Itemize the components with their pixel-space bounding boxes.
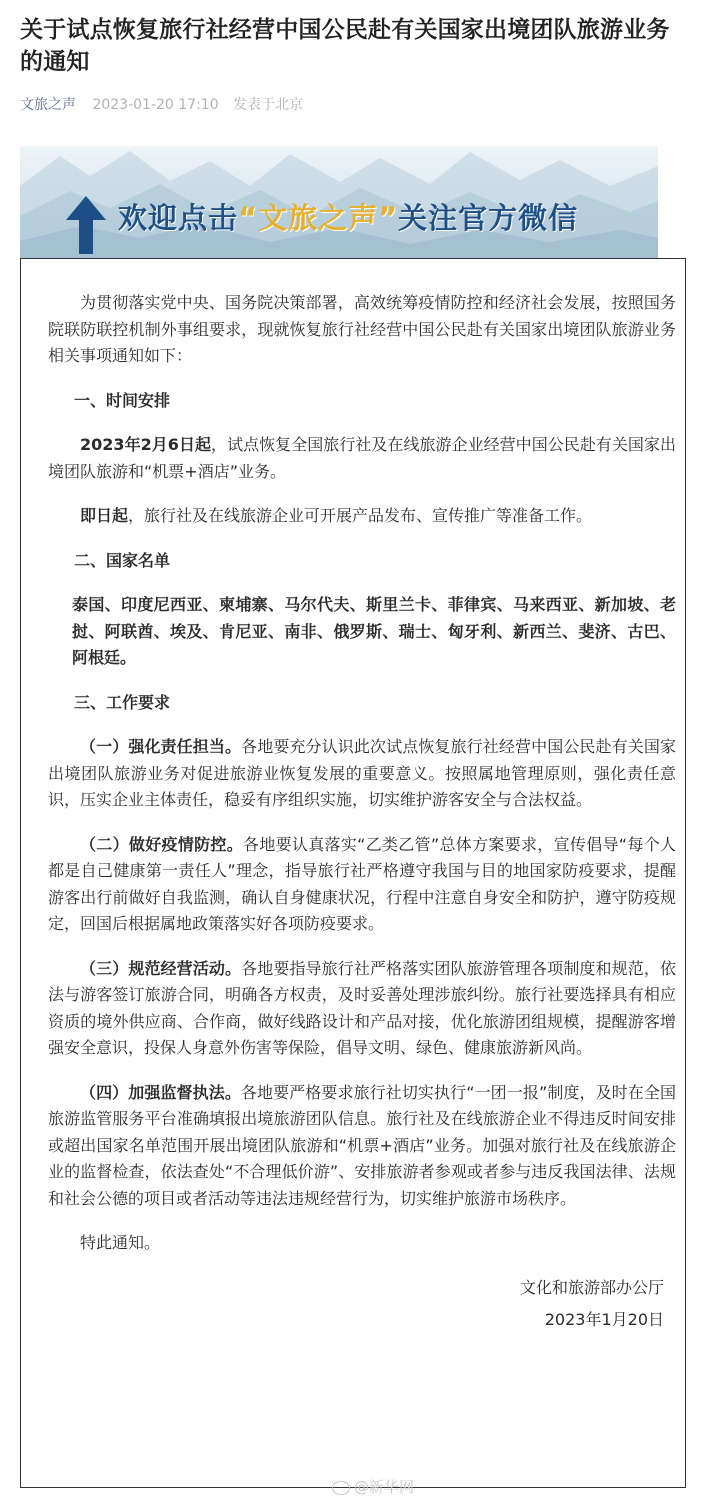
article-title: 关于试点恢复旅行社经营中国公民赴有关国家出境团队旅游业务的通知	[20, 17, 670, 75]
requirement-4	[48, 1080, 676, 1213]
slogan-suffix: 关注官方微信	[398, 201, 579, 235]
slogan-prefix: 欢迎点击	[118, 201, 239, 235]
requirement-3-text: 各地要指导旅行社严格落实团队旅游管理各项制度和规范，依法与游客签订旅游合同，明确各方权责，及时妥善处理涉旅纠纷。旅行社要选择具有相应资质的境外供应商、合作商，做好线路设计和产品对接，优化旅游团组规模，提醒游客增强安全意识，投保人身意外伤害等保险，倡导文明、绿色、健康旅游新风尚。	[48, 958, 676, 1057]
requirement-1-title: （一）强化责任担当。	[80, 737, 242, 756]
requirement-2-text: 各地要认真落实“乙类乙管”总体方案要求，宣传倡导“每个人都是自己健康第一责任人”理念，指导旅行社严格遵守我国与目的地国家防疫要求，提醒游客出行前做好自我监测，确认自身健康状况，行程中注意自身安全和防护，遵守防疫规定，回国后根据属地政策落实好各项防疫要求。	[48, 834, 676, 933]
requirement-1	[48, 734, 676, 814]
up-arrow-icon	[66, 196, 106, 254]
time-paragraph-2	[48, 503, 676, 530]
time-paragraph-2-text: ，旅行社及在线旅游企业可开展产品发布、宣传推广等准备工作。	[128, 506, 593, 525]
requirement-3-title: （三）规范经营活动。	[80, 958, 242, 978]
slogan-highlight: “文旅之声”	[238, 201, 399, 235]
closing-paragraph: 特此通知。	[80, 1233, 161, 1252]
publish-location: 发表于北京	[233, 97, 304, 113]
intro-paragraph: 为贯彻落实党中央、国务院决策部署，高效统筹疫情防控和经济社会发展，按照国务院联防联控机制外事组要求，现就恢复旅行社经营中国公民赴有关国家出境团队旅游业务相关事项通知如下：	[48, 293, 676, 365]
image-watermark	[332, 1476, 414, 1497]
section-time-heading: 一、时间安排	[74, 390, 171, 410]
requirement-4-text: 各地要严格要求旅行社切实执行“一团一报”制度，及时在全国旅游监管服务平台准确填报出境旅游团队信息。旅行社及在线旅游企业不得违反时间安排或超出国家名单范围开展出境团队旅游和“机票+酒店”业务。加强对旅行社及在线旅游企业的监督检查，依法查处“不合理低价游”、安排旅游者参观或者参与违反我国法律、法规和社会公德的项目或者活动等违法违规经营行为，切实维护旅游市场秩序。	[48, 1082, 676, 1208]
section-countries-heading: 二、国家名单	[74, 550, 171, 570]
requirement-1-text: 各地要充分认识此次试点恢复旅行社经营中国公民赴有关国家出境团队旅游业务对促进旅游业恢复发展的重要意义。按照属地管理原则，强化责任意识，压实企业主体责任，稳妥有序组织实施，切实维护游客安全与合法权益。	[48, 737, 676, 809]
requirement-4-title: （四）加强监督执法。	[80, 1082, 241, 1102]
author-link[interactable]: 文旅之声	[20, 97, 76, 113]
signature: 文化和旅游部办公厅	[519, 1277, 664, 1297]
weibo-icon	[332, 1481, 350, 1495]
section-requirements-heading: 三、工作要求	[74, 692, 171, 712]
banner-slogan	[118, 196, 578, 237]
requirement-2	[48, 832, 676, 938]
article-meta	[20, 94, 303, 114]
publish-time: 2023-01-20 17:10	[92, 97, 219, 113]
requirement-2-title: （二）做好疫情防控。	[80, 834, 244, 854]
immediate-emphasis: 即日起	[80, 506, 129, 525]
follow-banner[interactable]	[20, 146, 658, 258]
time-paragraph-1-text: ，试点恢复全国旅行社及在线旅游企业经营中国公民赴有关国家出境团队旅游和“机票+酒店”业务。	[48, 435, 676, 481]
time-paragraph-1	[48, 432, 676, 485]
watermark-text: @新华网	[354, 1478, 415, 1496]
date-emphasis: 2023年2月6日起	[80, 435, 212, 454]
country-list: 泰国、印度尼西亚、柬埔寨、马尔代夫、斯里兰卡、菲律宾、马来西亚、新加坡、老挝、阿联酋、埃及、肯尼亚、南非、俄罗斯、瑞士、匈牙利、新西兰、斐济、古巴、阿根廷。	[72, 595, 676, 667]
notice-body	[48, 290, 676, 1340]
signature-date: 2023年1月20日	[544, 1310, 664, 1329]
requirement-3	[48, 956, 676, 1062]
